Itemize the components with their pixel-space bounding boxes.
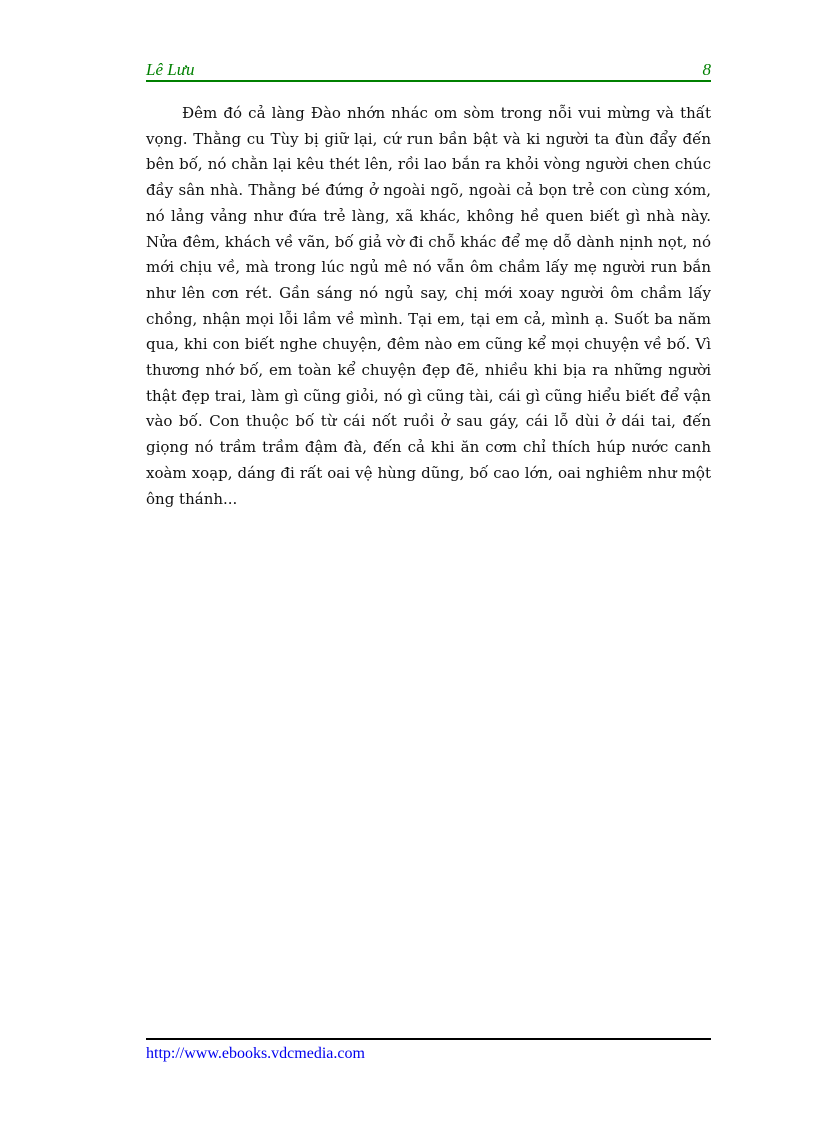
header-author: Lê Lưu — [146, 60, 195, 79]
footer-url-link[interactable]: http://www.ebooks.vdcmedia.com — [146, 1045, 365, 1062]
footer-divider — [146, 1038, 711, 1040]
body-paragraph: Đêm đó cả làng Đào nhớn nhác om sòm trong nỗi vui mừng và thất vọng. Thằng cu Tùy bị giữ lại, cứ run bần bật và ki người ta đùn đẩy đến bên bố, nó chằn lại kêu thét lên, rồi lao bắn ra khỏi vòng người chen chúc đầy sân nhà. Thằng bé đứng ở ngoài ngõ, ngoài cả bọn trẻ con cùng xóm, nó lảng vảng như đứa trẻ làng, xã khác, không hề quen biết gì nhà này. Nửa đêm, khách về vãn, bố giả vờ đi chỗ khác để mẹ dỗ dành nịnh nọt, nó mới chịu về, mà trong lúc ngủ mê nó vẫn ôm chầm lấy mẹ người run bắn như lên cơn rét. Gần sáng nó ngủ say, chị mới xoay người ôm chầm lấy chồng, nhận mọi lỗi lầm về mình. Tại em, tại em cả, mình ạ. Suốt ba năm qua, khi con biết nghe chuyện, đêm nào em cũng kể mọi chuyện về bố. Vì thương nhớ bố, em toàn kể chuyện đẹp đẽ, nhiều khi bịa ra những người thật đẹp trai, làm gì cũng giỏi, nó gì cũng tài, cái gì cũng hiểu biết để vận vào bố. Con thuộc bố từ cái nốt ruồi ở sau gáy, cái lỗ dùi ở dái tai, đến giọng nó trầm trầm đậm đà, đến cả khi ăn cơm chỉ thích húp nước canh xoàm xoạp, dáng đi rất oai vệ hùng dũng, bố cao lớn, oai nghiêm như một ông thánh... — [146, 104, 711, 508]
page-header — [146, 60, 711, 82]
header-page-number: 8 — [702, 60, 711, 79]
